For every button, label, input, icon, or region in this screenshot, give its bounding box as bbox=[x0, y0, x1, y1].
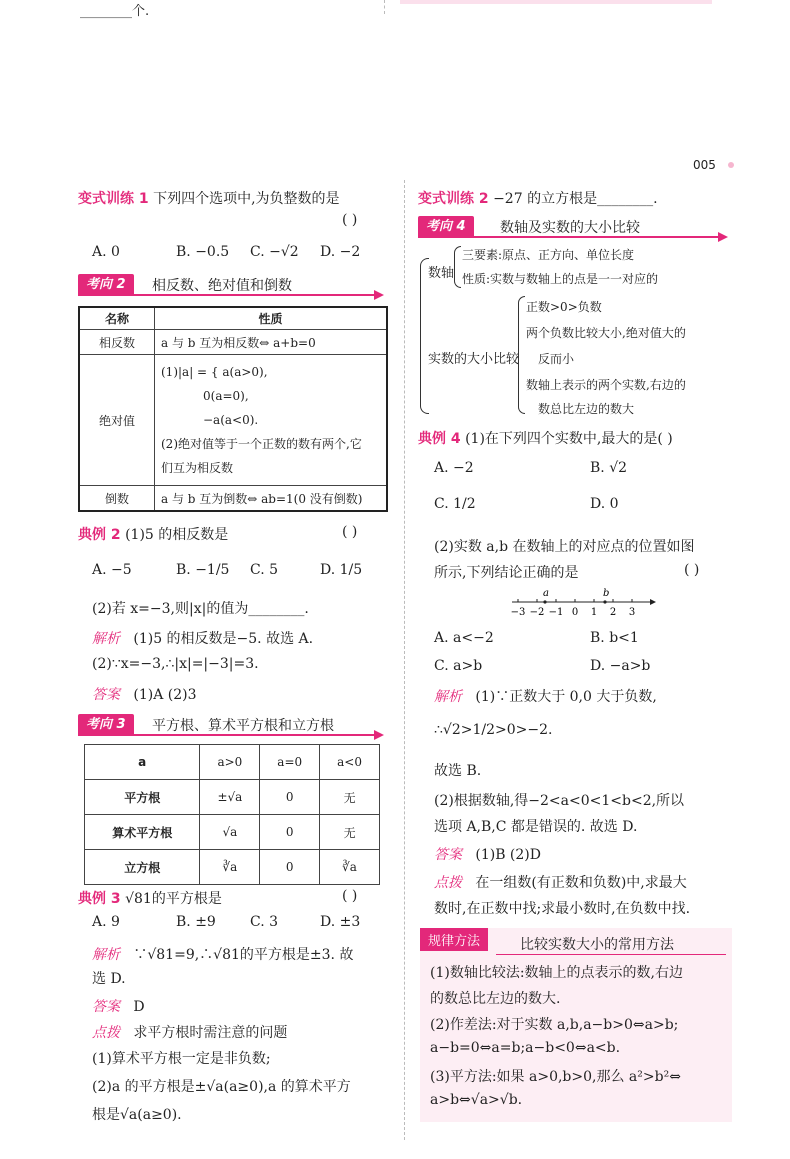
ex4-ans-line bbox=[434, 844, 541, 864]
ex4-q2b: 所示,下列结论正确的是 bbox=[434, 565, 579, 581]
column-divider bbox=[404, 180, 405, 1140]
ex2-q2: (2)若 x=−3,则|x|的值为________. bbox=[92, 601, 309, 617]
ex2-opt-d: D. 1/5 bbox=[320, 562, 363, 578]
diagram-axis: 数轴 bbox=[428, 266, 455, 281]
rule-l5: (3)平方法:如果 a>0,b>0,那么 a²>b²⇔ bbox=[430, 1069, 681, 1085]
rule-l1: (1)数轴比较法:数轴上的点表示的数,右边 bbox=[430, 965, 683, 981]
ex4-tip-line bbox=[434, 872, 687, 892]
page-dot bbox=[728, 162, 734, 168]
t2-r1-3: 无 bbox=[320, 780, 380, 815]
ex4-opt-a: A. −2 bbox=[434, 460, 474, 476]
ex2-q1: (1)5 的相反数是 bbox=[125, 527, 229, 543]
t1-h-name: 名称 bbox=[79, 307, 155, 330]
heading-3-arrow bbox=[374, 730, 384, 740]
diagram-c4: 数轴上表示的两个实数,右边的 bbox=[526, 378, 686, 392]
t2-r3-2: 0 bbox=[260, 850, 320, 885]
diagram-compare: 实数的大小比较 bbox=[428, 352, 520, 367]
ex4-sol1: (1)∵正数大于 0,0 大于负数, bbox=[475, 689, 657, 705]
ex4-opt2-c: C. a>b bbox=[434, 658, 483, 674]
t1-prop-3: a 与 b 互为倒数⇔ ab=1(0 没有倒数) bbox=[155, 486, 388, 512]
train1-line bbox=[78, 188, 340, 208]
rule-box bbox=[420, 928, 732, 1122]
ex3-sol-line bbox=[92, 944, 353, 964]
rule-title-line bbox=[496, 954, 726, 955]
t2-r2-2: 0 bbox=[260, 815, 320, 850]
table-abs-opp bbox=[78, 306, 388, 512]
diagram-c3: 反而小 bbox=[538, 352, 575, 366]
t1-abs-5: 们互为相反数 bbox=[161, 461, 234, 475]
t2-r3-1: ∛a bbox=[200, 850, 260, 885]
train1-opt-d: D. −2 bbox=[320, 244, 361, 260]
ex3-label: 典例 3 bbox=[78, 891, 121, 907]
heading-2 bbox=[78, 274, 386, 296]
train2-label: 变式训练 2 bbox=[418, 191, 489, 207]
ex3-line bbox=[78, 888, 222, 908]
train1-opt-a: A. 0 bbox=[92, 244, 120, 260]
number-line-tick-label: 2 bbox=[609, 607, 617, 618]
heading-3-title: 平方根、算术平方根和立方根 bbox=[152, 718, 334, 734]
ex4-opt-d: D. 0 bbox=[590, 496, 619, 512]
diagram-c1: 正数>0>负数 bbox=[526, 300, 602, 314]
t2-r2-0: 算术平方根 bbox=[85, 815, 200, 850]
ex3-paren: ( ) bbox=[342, 888, 358, 904]
heading-4-arrow bbox=[718, 232, 728, 242]
ex4-sol-label: 解析 bbox=[434, 689, 462, 705]
ex3-tip1: (1)算术平方根一定是非负数; bbox=[92, 1051, 271, 1067]
heading-4 bbox=[418, 216, 730, 238]
ex2-paren: ( ) bbox=[342, 524, 358, 540]
ex4-sol3: 故选 B. bbox=[434, 763, 482, 779]
number-line-tick-label: 0 bbox=[571, 607, 579, 618]
brace-compare bbox=[518, 296, 525, 414]
t1-name-2: 绝对值 bbox=[79, 355, 155, 486]
number-line-tick-label: 1 bbox=[590, 607, 598, 618]
top-fragment: ________个. bbox=[80, 4, 150, 19]
ex3-ans-label: 答案 bbox=[92, 999, 120, 1015]
train1-paren: ( ) bbox=[342, 212, 358, 228]
ex2-opt-a: A. −5 bbox=[92, 562, 132, 578]
t2-h0: a bbox=[85, 745, 200, 780]
t2-h2: a=0 bbox=[260, 745, 320, 780]
number-line-tick-label: −2 bbox=[529, 607, 545, 618]
train1-opt-c: C. −√2 bbox=[250, 244, 299, 260]
t1-prop-1: a 与 b 互为相反数⇔ a+b=0 bbox=[155, 330, 388, 355]
rule-tag: 规律方法 bbox=[420, 928, 488, 951]
ex2-ans-line bbox=[92, 684, 197, 704]
ex3-opt-b: B. ±9 bbox=[176, 914, 216, 930]
rule-l2: 的数总比左边的数大. bbox=[430, 991, 561, 1007]
ex2-ans: (1)A (2)3 bbox=[133, 687, 197, 703]
ex4-line bbox=[418, 428, 673, 448]
rule-l6: a>b⇔√a>√b. bbox=[430, 1092, 523, 1108]
point-a-label: a bbox=[543, 588, 549, 599]
ex3-tip-label: 点拨 bbox=[92, 1025, 120, 1041]
rule-title: 比较实数大小的常用方法 bbox=[520, 937, 674, 953]
ex3-sol2: 选 D. bbox=[92, 971, 126, 987]
ex4-opt-c: C. 1/2 bbox=[434, 496, 476, 512]
ex4-opt-b: B. √2 bbox=[590, 460, 628, 476]
ex2-opt-c: C. 5 bbox=[250, 562, 279, 578]
ex3-ans: D bbox=[133, 999, 145, 1015]
t1-abs-3: −a(a<0). bbox=[203, 413, 259, 427]
t2-r2-3: 无 bbox=[320, 815, 380, 850]
rule-l4: a−b=0⇔a=b;a−b<0⇔a<b. bbox=[430, 1040, 621, 1056]
ex3-tip3: 根是√a(a≥0). bbox=[92, 1107, 182, 1123]
t2-h3: a<0 bbox=[320, 745, 380, 780]
t2-r1-2: 0 bbox=[260, 780, 320, 815]
ex4-sol4: (2)根据数轴,得−2<a<0<1<b<2,所以 bbox=[434, 793, 685, 809]
ex2-opt-b: B. −1/5 bbox=[176, 562, 230, 578]
ex3-sol-label: 解析 bbox=[92, 947, 120, 963]
ex3-tip2: (2)a 的平方根是±√a(a≥0),a 的算术平方 bbox=[92, 1079, 351, 1095]
rule-l3: (2)作差法:对于实数 a,b,a−b>0⇔a>b; bbox=[430, 1017, 679, 1033]
heading-3-tag: 考向 3 bbox=[78, 714, 134, 736]
ex3-opt-d: D. ±3 bbox=[320, 914, 361, 930]
t2-r1-0: 平方根 bbox=[85, 780, 200, 815]
number-line-tick-label: −3 bbox=[510, 607, 526, 618]
t1-abs-4: (2)绝对值等于一个正数的数有两个,它 bbox=[161, 437, 362, 451]
ex3-ans-line bbox=[92, 996, 145, 1016]
t2-r3-0: 立方根 bbox=[85, 850, 200, 885]
number-line-tick-label: 3 bbox=[628, 607, 636, 618]
ex4-sol-line bbox=[434, 686, 657, 706]
heading-2-title: 相反数、绝对值和倒数 bbox=[152, 278, 292, 294]
t1-name-3: 倒数 bbox=[79, 486, 155, 512]
t2-r2-1: √a bbox=[200, 815, 260, 850]
t1-abs-2: 0(a=0), bbox=[203, 389, 249, 403]
ex4-q2a: (2)实数 a,b 在数轴上的对应点的位置如图 bbox=[434, 539, 695, 555]
ex4-label: 典例 4 bbox=[418, 431, 461, 447]
point-b-label: b bbox=[603, 588, 610, 599]
ex4-sol2: ∴√2>1/2>0>−2. bbox=[434, 722, 553, 738]
brace-outer bbox=[420, 258, 429, 414]
ex2-sol2: (2)∵x=−3,∴|x|=|−3|=3. bbox=[92, 656, 259, 672]
heading-2-tag: 考向 2 bbox=[78, 274, 134, 296]
ex4-tip-label: 点拨 bbox=[434, 875, 462, 891]
diagram-axis2: 性质:实数与数轴上的点是一一对应的 bbox=[462, 272, 659, 286]
t2-h1: a>0 bbox=[200, 745, 260, 780]
ex2-ans-label: 答案 bbox=[92, 687, 120, 703]
t1-h-prop: 性质 bbox=[155, 307, 388, 330]
t2-r3-3: ∛a bbox=[320, 850, 380, 885]
train2-text: −27 的立方根是________. bbox=[493, 191, 658, 207]
train1-label: 变式训练 1 bbox=[78, 191, 149, 207]
ex3-sol: ∵√81=9,∴√81的平方根是±3. 故 bbox=[133, 947, 354, 963]
ex3-opt-c: C. 3 bbox=[250, 914, 279, 930]
t1-prop-2 bbox=[155, 355, 388, 486]
train1-opt-b: B. −0.5 bbox=[176, 244, 230, 260]
brace-axis bbox=[454, 246, 461, 288]
ex4-q1: (1)在下列四个实数中,最大的是( ) bbox=[465, 431, 673, 447]
ex2-sol-line bbox=[92, 628, 313, 648]
ex2-line bbox=[78, 524, 228, 544]
ex2-label: 典例 2 bbox=[78, 527, 121, 543]
diagram-axis1: 三要素:原点、正方向、单位长度 bbox=[462, 248, 635, 262]
train2-line bbox=[418, 188, 658, 208]
heading-4-tag: 考向 4 bbox=[418, 216, 474, 238]
ex4-tip1: 在一组数(有正数和负数)中,求最大 bbox=[475, 875, 687, 891]
ex4-ans-label: 答案 bbox=[434, 847, 462, 863]
number-line-arrow bbox=[650, 599, 656, 605]
point-a-dot bbox=[543, 600, 546, 603]
heading-4-title: 数轴及实数的大小比较 bbox=[500, 220, 640, 236]
number-line bbox=[508, 584, 658, 620]
t1-name-1: 相反数 bbox=[79, 330, 155, 355]
point-b-dot bbox=[603, 600, 606, 603]
ex4-opt2-b: B. b<1 bbox=[590, 630, 639, 646]
ex3-opt-a: A. 9 bbox=[92, 914, 120, 930]
ex4-sol5: 选项 A,B,C 都是错误的. 故选 D. bbox=[434, 819, 638, 835]
ex4-tip2: 数时,在正数中找;求最小数时,在负数中找. bbox=[434, 901, 691, 917]
ex3-tip: 求平方根时需注意的问题 bbox=[133, 1025, 288, 1041]
ex4-ans: (1)B (2)D bbox=[475, 847, 541, 863]
ex2-sol1: (1)5 的相反数是−5. 故选 A. bbox=[133, 631, 314, 647]
t1-abs-1: (1)|a| = { a(a>0), bbox=[161, 365, 268, 379]
ex4-opt2-a: A. a<−2 bbox=[434, 630, 494, 646]
number-line-tick-label: −1 bbox=[548, 607, 564, 618]
diagram-c5: 数总比左边的数大 bbox=[538, 402, 635, 416]
ex3-tip-line bbox=[92, 1022, 287, 1042]
t2-r1-1: ±√a bbox=[200, 780, 260, 815]
ex4-paren: ( ) bbox=[684, 562, 700, 578]
top-divider bbox=[384, 0, 386, 14]
page-number: 005 bbox=[693, 158, 716, 172]
ex3-q: √81的平方根是 bbox=[125, 891, 222, 907]
top-box-edge bbox=[400, 0, 712, 4]
heading-2-arrow bbox=[374, 290, 384, 300]
ex4-opt2-d: D. −a>b bbox=[590, 658, 651, 674]
heading-3 bbox=[78, 714, 386, 736]
ex2-sol-label: 解析 bbox=[92, 631, 120, 647]
train1-text: 下列四个选项中,为负整数的是 bbox=[153, 191, 340, 207]
table-roots bbox=[84, 744, 380, 885]
diagram-c2: 两个负数比较大小,绝对值大的 bbox=[526, 326, 686, 340]
